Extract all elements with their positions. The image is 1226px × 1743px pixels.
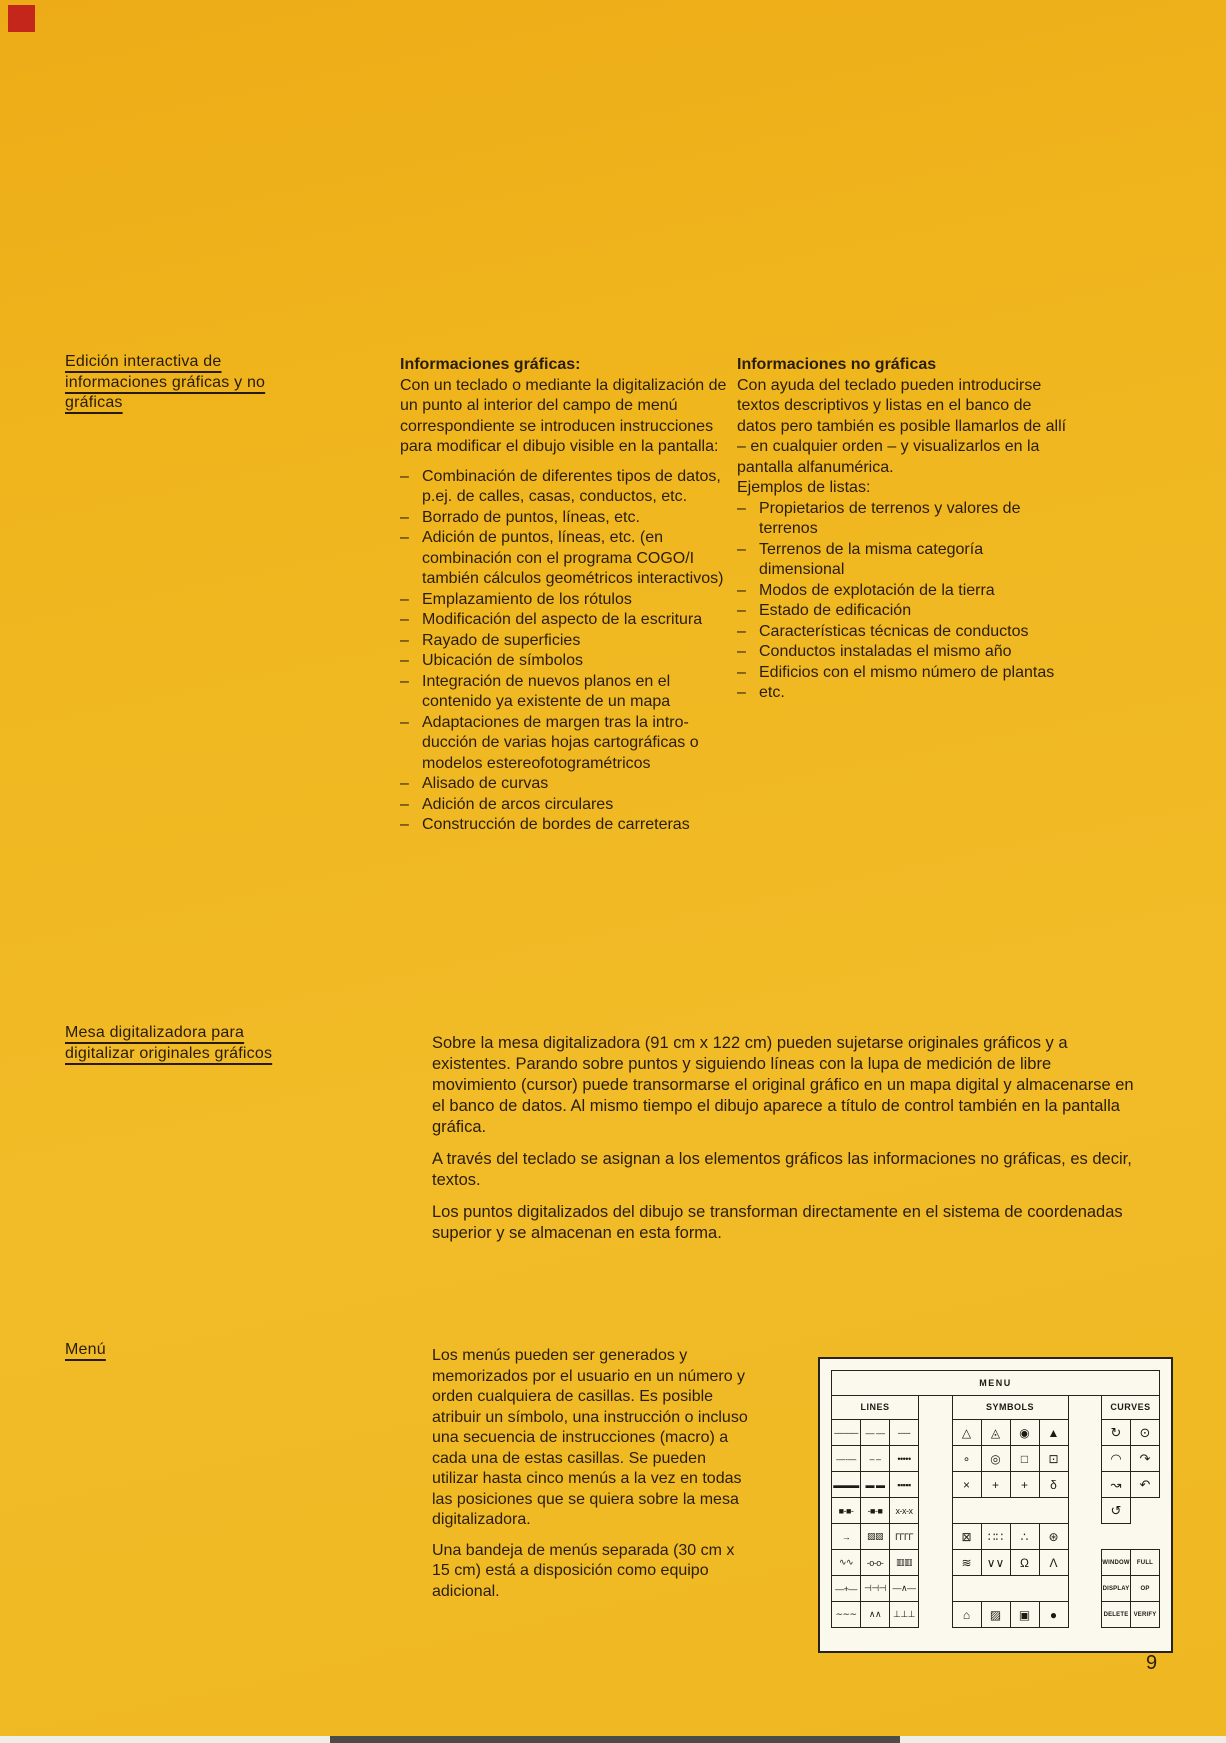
menu-cell-x-cross: ×: [953, 1472, 982, 1498]
menu-cell-triangle-dot: ◬: [982, 1420, 1011, 1446]
cell-block: [831, 1419, 919, 1628]
list-item: [400, 651, 732, 672]
menu-cell-omega-symbol: Ω: [1011, 1550, 1040, 1576]
cell-row: [953, 1550, 1069, 1576]
heading-line: Menú: [65, 1341, 106, 1358]
bullet-dash: –: [737, 581, 746, 599]
menu-group-lines: [831, 1395, 919, 1628]
menu-cell-short-dash-line: -----: [890, 1420, 919, 1446]
list-item: [737, 540, 1069, 581]
heading-interactive-editing: [65, 352, 400, 414]
cell-row: [1102, 1498, 1160, 1524]
menu-cell-wavy-line: ∿∿: [832, 1550, 861, 1576]
cell-row: [953, 1420, 1069, 1446]
cell-row: [1102, 1602, 1160, 1628]
menu-cell-triangle-circled: ◉: [1011, 1420, 1040, 1446]
bullet-dash: –: [737, 499, 746, 517]
menu-cell-small-circle: ∘: [953, 1446, 982, 1472]
list-item: [737, 581, 1069, 602]
list-item-text: Estado de edificación: [759, 602, 912, 619]
menu-cell-building-box: ▣: [1011, 1602, 1040, 1628]
menu-cell-dash-field: ≋: [953, 1550, 982, 1576]
non-graphic-info-intro: Con ayuda del teclado pueden introducirse textos descriptivos y listas en el banco de datos pero también es posible llamarlos de allí – en cualquier orden – y visualizarlos en la pantalla alfanumérica.: [737, 376, 1067, 476]
paragraph: Sobre la mesa digitalizadora (91 cm x 122 cm) pueden sujetarse originales gráficos y a existentes. Parando sobre puntos y siguiendo líneas con la lupa de medición de libre movimiento (cursor) puede transormarse el original gráfico en un mapa digital y almacenarse en el banco de datos. Al mismo tiempo el dibujo aparece a título de control también en la pantalla gráfica.: [432, 1034, 1134, 1136]
menu-group-curves: [1101, 1395, 1160, 1628]
menu-cell-double-bar-line: ▬ ▬: [861, 1472, 890, 1498]
list-item-text: Borrado de puntos, líneas, etc.: [422, 508, 640, 526]
bullet-dash: –: [400, 816, 409, 833]
scan-edge-strip: [0, 1736, 1226, 1743]
list-item-text: Construcción de bordes de carreteras: [422, 816, 690, 833]
graphic-info-intro: Con un teclado o mediante la digitalización de un punto al interior del campo de menú correspondiente se introducen instrucciones para modificar el dibujo visible en la pantalla:: [400, 376, 727, 455]
paragraph: Una bandeja de menús separada (30 cm x 15 cm) está a disposición como equipo adicional.: [432, 1541, 735, 1600]
menu-cell-s-curve-arrow: ↝: [1102, 1472, 1131, 1498]
menu-title: MENU: [831, 1370, 1160, 1396]
cell-row: [832, 1550, 919, 1576]
cell-row: [953, 1524, 1069, 1550]
list-item: [400, 815, 732, 836]
bullet-dash: –: [400, 672, 409, 690]
bullet-dash: –: [400, 529, 409, 546]
cell-row: [832, 1498, 919, 1524]
menu-cell-full: FULL: [1131, 1550, 1160, 1576]
empty-area: [1131, 1498, 1160, 1524]
bullet-dash: –: [400, 467, 409, 485]
cell-block: [1101, 1419, 1160, 1524]
menu-cell-blank: [953, 1498, 1069, 1524]
list-item: [737, 601, 1069, 622]
bullet-dash: –: [737, 540, 746, 558]
list-item: [737, 499, 1069, 540]
cell-row: [832, 1420, 919, 1446]
cell-row: [1102, 1420, 1160, 1446]
list-item-text: Rayado de superficies: [422, 631, 581, 649]
menu-cell-square-dash-line: ■-■-: [832, 1498, 861, 1524]
menu-cell-window: WINDOW: [1102, 1550, 1131, 1576]
menu-cell-verify: VERIFY: [1131, 1602, 1160, 1628]
menu-cell-lambda-symbol: Λ: [1040, 1550, 1069, 1576]
list-item: [400, 590, 732, 611]
list-item: [400, 610, 732, 631]
cell-row: [1102, 1472, 1160, 1498]
bullet-dash: –: [400, 795, 409, 813]
heading-line: Edición interactiva de: [65, 353, 222, 370]
non-graphic-info-title: Informaciones no gráficas: [737, 356, 937, 373]
list-item-text: Emplazamiento de los rótulos: [422, 590, 632, 608]
cell-row: [832, 1524, 919, 1550]
menu-cell-sine-line: ∼∼∼: [832, 1602, 861, 1628]
list-item: [737, 663, 1069, 684]
list-item-text: Modos de explotación de la tierra: [759, 581, 995, 599]
list-item-text: Características técnicas de conductos: [759, 622, 1029, 640]
page-number: 9: [1146, 1652, 1158, 1674]
bullet-dash: –: [737, 643, 746, 660]
digitizing-table-text: [432, 1033, 1136, 1255]
menu-cell-filled-circle: ●: [1040, 1602, 1069, 1628]
menu-cell-parcel-outline: ⌂: [953, 1602, 982, 1628]
heading-menu: [65, 1340, 265, 1361]
list-item: [400, 713, 732, 775]
list-item-text: Integración de nuevos planos en el contenido ya existente de un mapa: [422, 672, 671, 710]
menu-cell-arc-arrow: ↷: [1131, 1446, 1160, 1472]
menu-cell-solid-line: ────: [832, 1420, 861, 1446]
menu-cell-circle-arrows: ↻: [1102, 1420, 1131, 1446]
menu-cell-key-symbol: δ: [1040, 1472, 1069, 1498]
list-item: [737, 622, 1069, 643]
menu-cell-blank: [953, 1576, 1069, 1602]
menu-cell-dot-field: ∷∷: [982, 1524, 1011, 1550]
cell-row: [953, 1498, 1069, 1524]
menu-cell-x-marker-line: x-x-x: [890, 1498, 919, 1524]
cell-row: [832, 1576, 919, 1602]
bullet-dash: –: [737, 684, 746, 701]
menu-cell-tick-line: ⊣⊣⊣: [861, 1576, 890, 1602]
menu-cell-crossed-box: ⊠: [953, 1524, 982, 1550]
graphic-info-title: Informaciones gráficas:: [400, 356, 581, 373]
menu-cell-hatched-line: ▨▨: [861, 1524, 890, 1550]
cell-row: [953, 1446, 1069, 1472]
menu-cell-square-dot-line: ▪▪▪▪▪: [890, 1472, 919, 1498]
bullet-dash: –: [400, 652, 409, 669]
list-item: [400, 672, 732, 713]
menu-cell-arc-down: ◠: [1102, 1446, 1131, 1472]
menu-cell-op: OP: [1131, 1576, 1160, 1602]
non-graphic-list-label: Ejemplos de listas:: [737, 479, 871, 496]
cell-row: [1102, 1550, 1160, 1576]
menu-groups: [831, 1395, 1160, 1628]
menu-cell-scatter-marks: ∨∨: [982, 1550, 1011, 1576]
menu-cell-dot-cluster: ∴: [1011, 1524, 1040, 1550]
list-item: [400, 508, 732, 529]
cell-block: [1101, 1549, 1160, 1628]
list-item-text: Ubicación de símbolos: [422, 652, 583, 669]
menu-cell-triangle-outline: △: [953, 1420, 982, 1446]
list-item: [400, 467, 732, 508]
list-item-text: Adaptaciones de margen tras la introducción de varias hojas cartográficas o modelos estereofotogramétricos: [422, 713, 699, 772]
group-header-curves: CURVES: [1101, 1395, 1160, 1420]
red-corner-mark: [8, 5, 35, 32]
column-graphic-info: [400, 355, 732, 836]
list-item: [400, 774, 732, 795]
menu-group-symbols: [952, 1395, 1069, 1628]
list-item-text: Adición de arcos circulares: [422, 795, 614, 813]
menu-cell-circle-dot: ⊙: [1131, 1420, 1160, 1446]
non-graphic-info-list: [737, 499, 1069, 704]
paragraph: Los menús pueden ser generados y memorizados por el usuario en un número y orden cualquiera de casillas. Es posible atribuir un símbolo, una instrucción o incluso una secuencia de instrucciones (macro) a cada una de estas casillas. Se pueden utilizar hasta cinco menús a la vez en todas las posiciones que se quiera sobre la mesa digitalizadora.: [432, 1347, 748, 1528]
menu-tray-diagram: [818, 1357, 1173, 1653]
list-item-text: etc.: [759, 684, 785, 701]
bullet-dash: –: [400, 631, 409, 649]
bullet-dash: –: [737, 622, 746, 640]
list-item-text: Modificación del aspecto de la escritura: [422, 611, 703, 628]
column-non-graphic-info: [737, 355, 1069, 704]
heading-digitizing-table: [65, 1023, 445, 1064]
group-header-lines: LINES: [831, 1395, 919, 1420]
group-header-symbols: SYMBOLS: [952, 1395, 1069, 1420]
graphic-info-list: [400, 467, 732, 836]
bullet-dash: –: [737, 602, 746, 619]
menu-cell-striped-bar-line: ▥▥: [890, 1550, 919, 1576]
menu-cell-triangle-filled: ▲: [1040, 1420, 1069, 1446]
menu-cell-parcel-hatched: ▨: [982, 1602, 1011, 1628]
cell-row: [832, 1446, 919, 1472]
list-item-text: Adición de puntos, líneas, etc. (en combinación con el programa COGO/I también cálculos geométricos interactivos): [422, 529, 724, 587]
menu-cell-plus-cross: +: [982, 1472, 1011, 1498]
list-item-text: Terrenos de la misma categoría dimensional: [759, 540, 984, 578]
bullet-dash: –: [400, 590, 409, 608]
cell-row: [953, 1472, 1069, 1498]
heading-line: gráficas: [65, 394, 123, 411]
menu-cell-square-outline: □: [1011, 1446, 1040, 1472]
heading-line: digitalizar originales gráficos: [65, 1044, 273, 1062]
menu-cell-dash-plus-line: —+—: [832, 1576, 861, 1602]
list-item-text: Propietarios de terrenos y valores de terrenos: [759, 499, 1021, 537]
menu-cell-flower-pentagon: ⊛: [1040, 1524, 1069, 1550]
menu-cell-display: DISPLAY: [1102, 1576, 1131, 1602]
list-item: [400, 528, 732, 590]
menu-cell-square-dot: ⊡: [1040, 1446, 1069, 1472]
menu-cell-spaced-dash-line: – –: [861, 1446, 890, 1472]
menu-cell-dash-square-line: -■-■: [861, 1498, 890, 1524]
list-item: [737, 642, 1069, 663]
list-item-text: Edificios con el mismo número de plantas: [759, 663, 1055, 681]
cell-row: [953, 1576, 1069, 1602]
heading-line: informaciones gráficas y no: [65, 373, 266, 391]
scan-edge-dark-segment: [330, 1736, 900, 1743]
menu-cell-serif-cross: +: [1011, 1472, 1040, 1498]
menu-cell-long-dash-line: — —: [861, 1420, 890, 1446]
paragraph: Los puntos digitalizados del dibujo se transforman directamente en el sistema de coordenadas superior y se almacenan en esta forma.: [432, 1203, 1123, 1242]
group-gap: [1101, 1524, 1160, 1550]
bullet-dash: –: [737, 663, 746, 681]
list-item: [737, 683, 1069, 704]
menu-cell-chain-line: -o-o-: [861, 1550, 890, 1576]
menu-cell-rotation-circle: ↺: [1102, 1498, 1131, 1524]
menu-cell-dash-dot-line: —·—: [832, 1446, 861, 1472]
cell-block: [952, 1419, 1069, 1628]
bullet-dash: –: [400, 508, 409, 526]
menu-cell-zigzag-line: —∧—: [890, 1576, 919, 1602]
list-item-text: Alisado de curvas: [422, 775, 549, 792]
bullet-dash: –: [400, 611, 409, 628]
list-item-text: Combinación de diferentes tipos de datos, p.ej. de calles, casas, conductos, etc.: [422, 467, 721, 505]
cell-row: [832, 1602, 919, 1628]
menu-cell-peak-line: ∧∧: [861, 1602, 890, 1628]
menu-cell-comb-line: ΓΓΓΓ: [890, 1524, 919, 1550]
cell-row: [1102, 1446, 1160, 1472]
menu-cell-double-circle: ◎: [982, 1446, 1011, 1472]
cell-row: [953, 1602, 1069, 1628]
list-item-text: Conductos instaladas el mismo año: [759, 643, 1012, 660]
list-item: [400, 631, 732, 652]
menu-cell-hook-curve: ↶: [1131, 1472, 1160, 1498]
cell-row: [832, 1472, 919, 1498]
bullet-dash: –: [400, 775, 409, 792]
menu-cell-tick-mark-line: ⊥⊥⊥: [890, 1602, 919, 1628]
paragraph: A través del teclado se asignan a los elementos gráficos las informaciones no gráficas, es decir, textos.: [432, 1150, 1132, 1189]
menu-cell-dotted-line: •••••: [890, 1446, 919, 1472]
menu-cell-thick-bar-line: ▬▬▬: [832, 1472, 861, 1498]
bullet-dash: –: [400, 713, 409, 731]
menu-cell-arrow-line: →: [832, 1524, 861, 1550]
cell-row: [1102, 1576, 1160, 1602]
menu-text: [432, 1346, 750, 1612]
heading-line: Mesa digitalizadora para: [65, 1024, 245, 1041]
menu-cell-delete: DELETE: [1102, 1602, 1131, 1628]
list-item: [400, 795, 732, 816]
